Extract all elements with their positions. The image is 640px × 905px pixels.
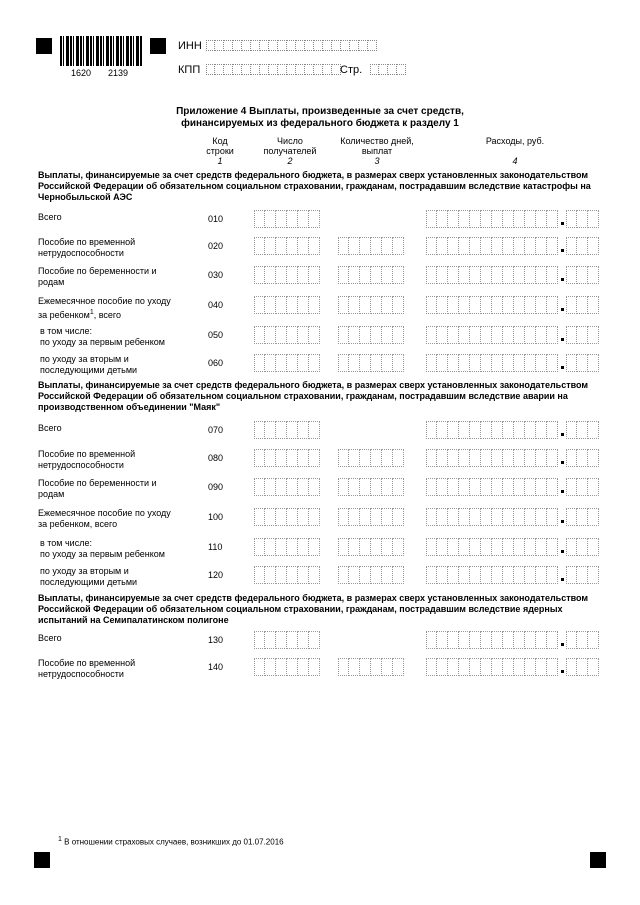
recipients-field-040[interactable] [254,296,320,314]
recipients-field-110[interactable] [254,538,320,556]
expenses-rub-field-130[interactable] [426,631,558,649]
row-label-110: в том числе: по уходу за первым ребенком [40,538,165,559]
corner-marker-bottom-left [34,852,50,868]
kpp-field[interactable] [206,64,341,75]
days-field-140[interactable] [338,658,404,676]
decimal-point [561,643,564,646]
column-header-code: Код строки 1 [206,136,234,166]
row-label-080: Пособие по временной нетрудоспособности [38,449,136,470]
row-label-030: Пособие по беременности и родам [38,266,157,287]
decimal-point [561,578,564,581]
expenses-kop-field-010[interactable] [566,210,599,228]
corner-marker-bottom-right [590,852,606,868]
expenses-rub-field-080[interactable] [426,449,558,467]
kpp-label: КПП [178,64,201,76]
expenses-kop-field-060[interactable] [566,354,599,372]
row-code-130: 130 [208,635,224,645]
page-label: Стр. [340,64,363,76]
row-label-010: Всего [38,212,62,222]
recipients-field-130[interactable] [254,631,320,649]
decimal-point [561,308,564,311]
row-label-140: Пособие по временной нетрудоспособности [38,658,136,679]
row-label-020: Пособие по временной нетрудоспособности [38,237,136,258]
expenses-rub-field-030[interactable] [426,266,558,284]
row-code-070: 070 [208,425,224,435]
appendix-title-line-1: Приложение 4 Выплаты, произведенные за счет средств, [176,106,464,117]
recipients-field-060[interactable] [254,354,320,372]
section-mayak: Выплаты, финансируемые за счет средств федерального бюджета, в размерах сверх установленных законодательством Российской Федерации об обязательном социальном страховании, гражданам, пострадавшим вследствие аварии на производственном объединении "Маяк" [38,380,589,412]
appendix-title-line-2: финансируемых из федерального бюджета к разделу 1 [181,118,459,129]
expenses-rub-field-050[interactable] [426,326,558,344]
row-code-090: 090 [208,482,224,492]
decimal-point [561,490,564,493]
column-header-recipients: Число получателей 2 [263,136,317,166]
expenses-rub-field-010[interactable] [426,210,558,228]
section-chernobyl: Выплаты, финансируемые за счет средств федерального бюджета, в размерах сверх установленных законодательством Российской Федерации об обязательном социальном страховании, гражданам, пострадавшим вследствие катастрофы на Чернобыльской АЭС [38,170,591,202]
row-code-110: 110 [208,542,223,552]
row-code-060: 060 [208,358,224,368]
expenses-rub-field-090[interactable] [426,478,558,496]
column-header-days: Количество дней, выплат 3 [340,136,414,166]
days-field-100[interactable] [338,508,404,526]
column-header-expenses: Расходы, руб. 4 [485,136,545,166]
expenses-rub-field-060[interactable] [426,354,558,372]
decimal-point [561,278,564,281]
expenses-rub-field-110[interactable] [426,538,558,556]
days-field-050[interactable] [338,326,404,344]
inn-field[interactable] [206,40,377,51]
days-field-110[interactable] [338,538,404,556]
decimal-point [561,338,564,341]
expenses-rub-field-070[interactable] [426,421,558,439]
row-label-100: Ежемесячное пособие по уходу за ребенком, всего [38,508,171,529]
expenses-kop-field-080[interactable] [566,449,599,467]
expenses-kop-field-130[interactable] [566,631,599,649]
decimal-point [561,433,564,436]
row-label-060: по уходу за вторым и последующими детьми [40,354,138,375]
decimal-point [561,520,564,523]
expenses-kop-field-050[interactable] [566,326,599,344]
corner-marker-top-left [36,38,52,54]
recipients-field-050[interactable] [254,326,320,344]
row-code-010: 010 [208,214,224,224]
expenses-rub-field-040[interactable] [426,296,558,314]
recipients-field-010[interactable] [254,210,320,228]
row-code-050: 050 [208,330,224,340]
days-field-040[interactable] [338,296,404,314]
row-code-040: 040 [208,300,224,310]
row-code-140: 140 [208,662,224,672]
decimal-point [561,366,564,369]
barcode [60,36,142,66]
recipients-field-120[interactable] [254,566,320,584]
expenses-kop-field-040[interactable] [566,296,599,314]
days-field-090[interactable] [338,478,404,496]
decimal-point [561,249,564,252]
recipients-field-100[interactable] [254,508,320,526]
recipients-field-140[interactable] [254,658,320,676]
days-field-030[interactable] [338,266,404,284]
expenses-rub-field-100[interactable] [426,508,558,526]
row-code-100: 100 [208,512,224,522]
section-semipalatinsk: Выплаты, финансируемые за счет средств федерального бюджета, в размерах сверх установленных законодательством Российской Федерации об обязательном социальном страховании, гражданам, пострадавшим вследствие ядерных испытаний на Семипалатинском полигоне [38,593,589,625]
row-code-080: 080 [208,453,224,463]
row-label-040: Ежемесячное пособие по уходу за ребенком$^1$, всего [38,296,171,320]
expenses-rub-field-140[interactable] [426,658,558,676]
row-code-020: 020 [208,241,224,251]
recipients-field-090[interactable] [254,478,320,496]
barcode-number-left: 1620 [71,68,92,78]
expenses-kop-field-020[interactable] [566,237,599,255]
recipients-field-070[interactable] [254,421,320,439]
row-label-070: Всего [38,423,62,433]
barcode-number-right: 2139 [108,68,129,78]
recipients-field-030[interactable] [254,266,320,284]
expenses-kop-field-140[interactable] [566,658,599,676]
decimal-point [561,670,564,673]
recipients-field-020[interactable] [254,237,320,255]
row-code-030: 030 [208,270,224,280]
decimal-point [561,222,564,225]
expenses-rub-field-020[interactable] [426,237,558,255]
days-field-060[interactable] [338,354,404,372]
footnote: $^1$ В отношении страховых случаев, возникших до 01.07.2016 [58,836,284,847]
row-label-090: Пособие по беременности и родам [38,478,157,499]
decimal-point [561,550,564,553]
expenses-rub-field-120[interactable] [426,566,558,584]
decimal-point [561,461,564,464]
days-field-020[interactable] [338,237,404,255]
corner-marker-top-mid [150,38,166,54]
expenses-kop-field-030[interactable] [566,266,599,284]
recipients-field-080[interactable] [254,449,320,467]
expenses-kop-field-070[interactable] [566,421,599,439]
page-number-field[interactable] [370,64,406,75]
expenses-kop-field-090[interactable] [566,478,599,496]
row-label-130: Всего [38,633,62,643]
days-field-080[interactable] [338,449,404,467]
inn-label: ИНН [178,40,202,52]
row-label-120: по уходу за вторым и последующими детьми [40,566,138,587]
row-label-050: в том числе: по уходу за первым ребенком [40,326,165,347]
expenses-kop-field-110[interactable] [566,538,599,556]
row-code-120: 120 [208,570,224,580]
days-field-120[interactable] [338,566,404,584]
expenses-kop-field-100[interactable] [566,508,599,526]
expenses-kop-field-120[interactable] [566,566,599,584]
